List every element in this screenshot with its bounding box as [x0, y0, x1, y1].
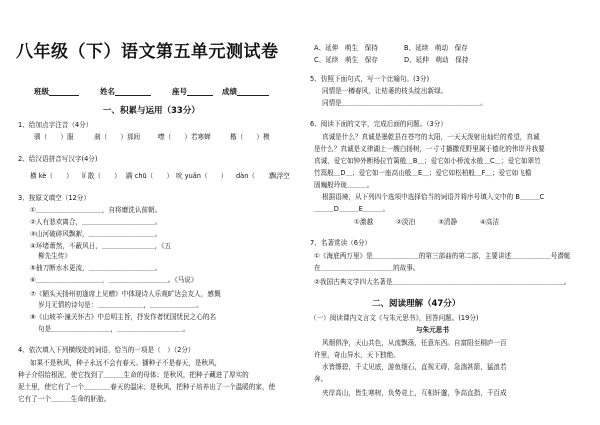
q6-choice-4: ④高洁: [480, 218, 500, 226]
q6-prompt: 6、阅读下面的文字，完成后面的问题。（3分）: [310, 120, 447, 128]
q6-choice-1: ①激越: [354, 218, 374, 226]
q1-word-1[interactable]: 驯（ ）服: [34, 133, 74, 141]
q5-example: 同情是一樽春风，让枯萎的枝头绽出新绿。: [322, 87, 448, 95]
page-title: 八年级（下）语文第五单元测试卷: [16, 42, 279, 62]
reading-line-2: 许里，奇山异水，天下独绝。: [314, 351, 400, 359]
q3-line-8: ⑦《陋头天扬州初逢席上见赠》中体现诗人乐观旷达会友人，感慨: [30, 290, 221, 298]
q2-word-3[interactable]: 蹒 chū（ ）: [126, 172, 174, 180]
q5-prompt: 5、仿照下面句式，写一个比喻句。(3分): [310, 75, 430, 83]
q1-prompt: 1、给加点字注音（4分）: [18, 121, 93, 129]
q3-line-6[interactable]: ⑤抽刀断水水更流，＿＿＿＿＿＿＿＿＿＿。: [30, 264, 162, 272]
q3-line-10: ⑧《山坡羊·潼关怀古》中总明主旨，抒发作者忧国忧民之心的名: [30, 313, 217, 321]
q6-line-5[interactable]: 固巍般玲珑＿＿＿。: [314, 181, 374, 189]
q2-word-6: 飘浮空: [270, 172, 290, 180]
q7-line-3[interactable]: ②我国古典文学四大名著是＿＿＿＿＿＿＿＿＿＿＿＿＿＿＿＿＿＿＿＿＿＿＿＿＿＿。: [314, 278, 571, 286]
q6-line-3[interactable]: 真诚，爱它如钟外断杨拉竹篱般＿B＿；爱它如小桥流水般＿C＿；爱它如翠竹: [314, 157, 541, 165]
q1-word-2[interactable]: 刹（ ）那间: [94, 133, 141, 141]
q2-word-2[interactable]: lí 散（ ）: [82, 172, 121, 180]
reading-line-1: 风烟俱净，天山共色，从流飘荡，任意东西。自富阳至桐庐一百: [322, 339, 507, 347]
q3-line-2[interactable]: ②人有悲欢离合，＿＿＿＿＿＿＿＿＿＿＿。: [30, 218, 162, 226]
right-column: [300, 0, 600, 425]
q4-option-d[interactable]: D、延伸 萌动 保持: [404, 56, 469, 64]
q4-line-1: 如果不是秋风，种子永远不会有春天。播种子不是春天，是秋风，: [30, 359, 222, 367]
q6-choice-2: ②淡泊: [396, 218, 416, 226]
q2-word-5[interactable]: dàn（ ）: [236, 172, 275, 180]
q3-line-1[interactable]: ①＿＿＿＿＿＿＿＿＿＿，自将磨洗认前朝。: [30, 206, 162, 214]
q4-option-c[interactable]: C、延续 萌生 保存: [314, 56, 378, 64]
q3-prompt: 3、按原文填空（12分）: [18, 194, 90, 202]
name-field[interactable]: 姓名: [100, 88, 151, 96]
q4-line-3[interactable]: 泥土里，使它有了一个＿＿＿＿春天的温床；是秋风，把种子培养出了一个温暖的家，使: [18, 383, 276, 391]
q1-word-4[interactable]: 楷（ ）模: [230, 133, 270, 141]
q6-line-4[interactable]: 竹篙般＿D＿；爱它如一座高山般＿E＿；爱它如松柏般＿F＿；爱它如飞檐: [314, 169, 532, 177]
q4-line-2[interactable]: 种子介绍给根泥，使它找到了＿＿＿生命的母体；是秋风，把种子藏进了厚实的: [18, 371, 249, 379]
score-field[interactable]: 成绩: [222, 88, 269, 96]
q6-choice-3: ③清静: [438, 218, 458, 226]
reading-title: 与朱元思书: [416, 326, 449, 334]
q2-word-4[interactable]: 吮 yuǎn（ ）: [176, 172, 228, 180]
seat-field[interactable]: 座号: [172, 88, 213, 96]
q6-line-6[interactable]: 根据语境，从下列四个选项中选择恰当的词语并将序号填入文中的 B＿＿＿C: [322, 193, 545, 201]
q4-prompt: 4、依次填入下列横线处的词语，恰当的一项是（ ）（2分）: [18, 346, 195, 354]
q2-prompt: 2、给汉语拼音写汉字(4分): [18, 155, 98, 163]
q3-line-9[interactable]: 岁月无情的诗句是：＿＿＿＿＿＿＿，＿＿＿＿＿＿＿。: [38, 301, 203, 309]
q4-option-a[interactable]: A、延伸 萌生 保持: [314, 44, 378, 52]
q3-line-7[interactable]: ⑥＿＿＿＿＿＿＿＿＿＿，＿＿＿＿＿＿＿＿＿。《马说》: [30, 276, 198, 284]
class-field[interactable]: 班级: [34, 88, 79, 96]
q4-line-4[interactable]: 它有了一个＿＿＿生命的胚胎。: [18, 395, 111, 403]
q6-line-1: 真诚是什么？真诚是墨乾县在苍穹的太阳，一天天泼射出灿烂的希望，真诚: [322, 133, 540, 141]
reading-line-3: 水皆缥碧，千丈见底，游鱼细石，直视无碍，急湍甚箭，猛浪若: [322, 363, 507, 371]
section-2-heading: 二、阅读理解（47分）: [372, 299, 461, 309]
q2-word-1[interactable]: 横 kè（ ）: [30, 172, 73, 180]
q6-line-7[interactable]: ＿＿＿D＿＿＿E＿＿＿。: [314, 205, 390, 213]
q3-line-11[interactable]: 句是＿＿＿＿＿＿＿＿＿，＿＿＿＿＿＿＿＿＿＿。: [38, 325, 190, 333]
q7-line-1[interactable]: ①《海底两万里》是＿＿＿＿＿＿＿的第三部曲的第二部，主要讲述＿＿＿＿＿＿号潜艇: [314, 252, 571, 260]
reading-line-5: 夹岸高山，皆生寒树，负势竞上，互相轩邈，争高直指，千百成: [322, 389, 507, 397]
q5-answer[interactable]: 同情是＿＿＿＿＿＿＿＿＿＿＿＿＿＿＿＿＿＿＿＿＿。: [322, 99, 487, 107]
section-1-heading: 一、积累与运用（33分）: [103, 106, 200, 116]
q3-line-3[interactable]: ③山河破碎风飘絮，＿＿＿＿＿＿＿＿＿＿。: [30, 230, 162, 238]
q1-word-3[interactable]: 噤（ ）若寒蝉: [158, 133, 211, 141]
q6-line-2: 是什么？真诚是义律湖上一艘白扬树，一寸寸播撒荒野里属于德化的伟岸升我要: [314, 145, 545, 153]
q7-line-2[interactable]: 在＿＿＿＿＿＿＿＿＿＿＿的故事。: [314, 264, 420, 272]
q3-line-5: 柳先生传》: [38, 252, 71, 260]
q4-option-b[interactable]: B、延续 萌动 保存: [404, 44, 468, 52]
reading-line-4: 奔。: [314, 375, 328, 383]
q7-prompt: 7、名著赏读（6分）: [310, 239, 372, 247]
q3-line-4[interactable]: ④环堵萧然，不蔽风日，＿＿＿＿＿＿＿＿，《五: [30, 242, 172, 250]
reading-intro: （一）阅读课内文言文《与朱元思书》，回答问题。(19分): [310, 314, 479, 322]
